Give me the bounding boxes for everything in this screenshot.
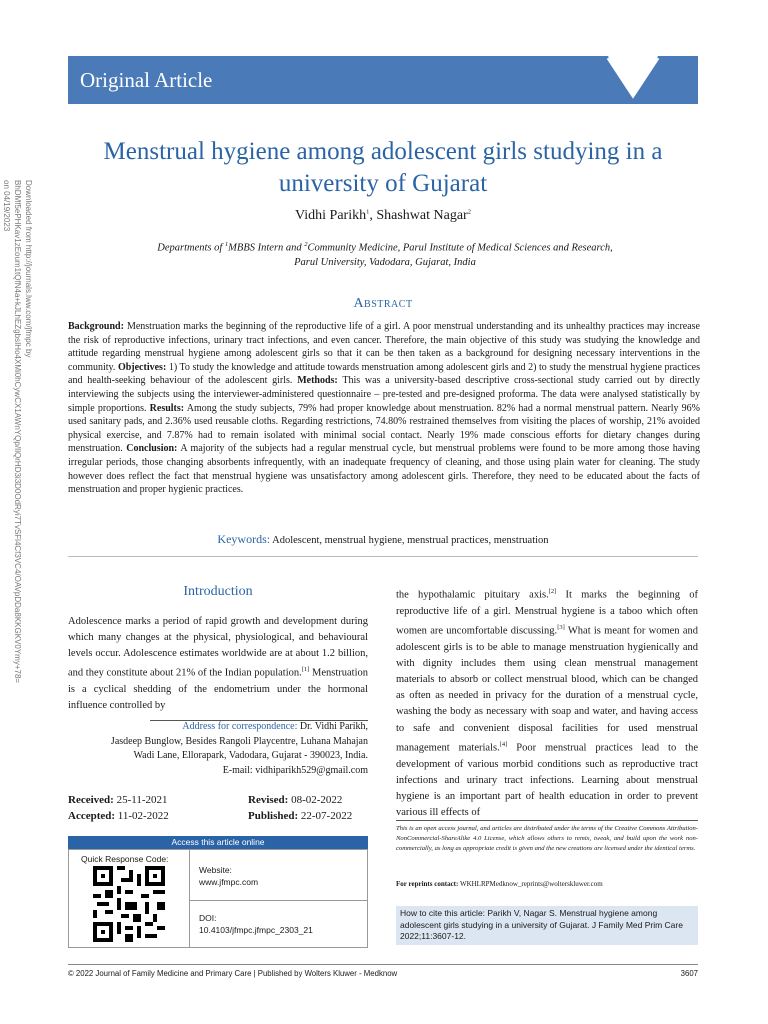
- doi-block: [199, 912, 313, 936]
- affil-mid: MBBS Intern and: [228, 242, 305, 254]
- open-access-rule: [396, 820, 698, 821]
- methods-text: This was a university-based descriptive cross-sectional study carried out by directly interviewing the subjects using the interviewer-administered questionnaire – pre-tested and pre-designed proforma. The data were analysed statistically by simple proportions.: [68, 375, 700, 414]
- revised-label: Revised:: [248, 794, 289, 806]
- footer-rule: [68, 964, 698, 965]
- access-divider: [189, 850, 190, 947]
- affil-prefix: Departments of: [157, 242, 225, 254]
- affil-line-2: Parul University, Vadodara, Gujarat, India: [294, 256, 476, 268]
- conclusion-text: A majority of the subjects had a regular menstrual cycle, but menstrual problems were found to be more among those having irregular periods, those changing absorbents infrequently, with an inadequate frequency of cleaning, and those using plain water for cleaning. The study however does reflect the fact that menstrual hygiene was unsatisfactory among adolescent girls. Therefore, they need to be educated about the facts of menstruation and proper hygienic practices.: [68, 443, 700, 496]
- section-divider: [68, 556, 698, 557]
- methods-label: Methods:: [297, 375, 338, 387]
- author-2[interactable]: Shashwat Nagar: [376, 208, 468, 223]
- introduction-heading: Introduction: [183, 584, 253, 599]
- introduction-right-column: [396, 584, 698, 821]
- received-date: 25-11-2021: [113, 794, 168, 806]
- ref-4[interactable]: [4]: [499, 740, 508, 748]
- how-to-cite-box: How to cite this article: Parikh V, Nagar S. Menstrual hygiene among adolescent girls studying in a university of Gujarat. J Family Med Prim Care 2022;11:3607-12.: [396, 906, 698, 945]
- reprints-label: For reprints contact:: [396, 880, 459, 888]
- accepted-date: 11-02-2022: [115, 810, 169, 822]
- article-type-banner: [68, 56, 698, 104]
- published-date: 22-07-2022: [298, 810, 353, 822]
- keywords: [68, 532, 698, 547]
- intro-right-a: the hypothalamic pituitary axis.: [396, 589, 549, 601]
- abstract-body: [68, 320, 700, 497]
- reprints-email[interactable]: WKHLRPMedknow_reprints@wolterskluwer.com: [458, 880, 603, 888]
- published-label: Published:: [248, 810, 299, 822]
- correspondence-line-3: Wadi Lane, Ellorapark, Vadodara, Gujarat - 390023, India.: [133, 750, 368, 761]
- correspondence-block: [68, 720, 368, 778]
- qr-label: Quick Response Code:: [81, 854, 169, 864]
- accepted-label: Accepted:: [68, 810, 116, 822]
- background-text: Menstruation marks the beginning of the reproductive life of a girl. A poor menstrual understanding and its unhealthy practices may increase the risk of reproductive infections, urinary tract infections, and even cancer. Therefore, the main objective of this study was studying the knowledge and attitude regarding menstrual hygiene among adolescent girls so that it can be then taken as a background for designing necessary interventions in the community.: [68, 321, 700, 373]
- affil-rest: Community Medicine, Parul Institute of Medical Sciences and Research,: [307, 242, 613, 254]
- keywords-text: Adolescent, menstrual hygiene, menstrual practices, menstruation: [270, 535, 549, 546]
- ref-1[interactable]: [1]: [301, 666, 310, 673]
- correspondence-email[interactable]: E-mail: vidhiparikh529@gmail.com: [222, 764, 368, 776]
- correspondence-line-2: Jasdeep Bunglow, Besides Rangoli Playcentre, Luhana Mahajan: [110, 735, 368, 747]
- conclusion-label: Conclusion:: [126, 443, 178, 455]
- ref-3[interactable]: [3]: [557, 623, 565, 631]
- revised-date: 08-02-2022: [288, 794, 343, 806]
- author-2-sup: 2: [467, 208, 471, 216]
- keywords-label: Keywords:: [217, 532, 271, 546]
- received-label: Received:: [68, 794, 114, 806]
- objectives-text: 1) To study the knowledge and attitude towards menstruation among adolescent girls and 2) to study the menstrual hygiene practices and health-seeking behaviour of the adolescent girls.: [68, 361, 700, 387]
- intro-left-text-b: Menstruation is a cyclical shedding of the endometrium under the hormonal influence controlled by: [68, 667, 368, 711]
- ref-2[interactable]: [2]: [548, 588, 557, 595]
- affil-sup-1: 1: [224, 241, 229, 248]
- page-number: 3607: [680, 969, 698, 978]
- author-list: [68, 208, 698, 224]
- download-watermark-text: Downloaded from http://journals.lww.com/jfmpc by BhDMf5ePHKav1zEoum1tQfN4a+kJLhEZgbsIHo4XMi0hCywCX1AWnYQp/IlQrHD3i3D0OdRyi7TvSFl4Cf3VC4/OAVpDDa8KKGKV0Ymy+78= on 04/19/2023: [2, 180, 33, 684]
- correspondence-label: Address for correspondence:: [182, 721, 298, 732]
- results-text: Among the study subjects, 79% had proper knowledge about menstruation. 82% had a normal menstrual pattern. Nearly 96% used sanitary pads, and 2.36% used reusable cloths. Regarding restrictions, 74.80% restrained themselves from visiting the places of worship, 21% avoided physical exercise, and 7.87% had to remain isolated with minimal social contact. Nearly 19% made conscious efforts for dietary changes during menstruation.: [68, 402, 700, 455]
- correspondence-name: Dr. Vidhi Parikh,: [297, 721, 368, 732]
- article-dates: [68, 792, 368, 824]
- intro-right-c: What is meant for women and adolescent girls is to be able to manage menstruation hygienically and with dignity includes them using clean menstrual management materials to absorb or collect menstrual blood, which can be changed as often as needed in privacy for the duration of a menstrual cycle, washing the body as necessary with soap and water, and having access to safe and convenient disposal facilities for used menstrual management materials.: [396, 625, 698, 754]
- author-separator: ,: [369, 208, 377, 223]
- affiliation: [90, 238, 680, 270]
- affil-sup-2: 2: [304, 241, 308, 248]
- background-label: Background:: [68, 321, 124, 332]
- article-type-label: Original Article: [80, 68, 213, 92]
- doi-label: DOI:: [199, 913, 217, 923]
- intro-left-text: Adolescence marks a period of rapid growth and development during which many changes at the physical, physiological, and behavioural levels occur. Adolescence estimates worldwide are at about 1.2 billion, and they constitute about 21% of the Indian population.: [68, 616, 368, 679]
- access-online-bar: Access this article online: [68, 836, 368, 849]
- article-title: Menstrual hygiene among adolescent girls studying in a university of Gujarat: [103, 138, 663, 197]
- reprints-contact: [396, 880, 603, 888]
- open-access-notice: This is an open access journal, and articles are distributed under the terms of the Creative Commons Attribution-NonCommercial-ShareAlike 4.0 License, which allows others to remix, tweak, and build upon the work non-commercially, as long as appropriate credit is given and the new creations are licensed under the identical terms.: [396, 825, 698, 852]
- page-footer: [68, 969, 698, 978]
- doi-link[interactable]: 10.4103/jfmpc.jfmpc_2303_21: [199, 925, 313, 935]
- intro-right-d: Poor menstrual practices lead to the development of various morbid conditions such as reproductive tract infections and urinary tract infections. Learning about menstrual hygiene is an important part of health education in order to prevent various ill effects of: [396, 742, 698, 819]
- author-1[interactable]: Vidhi Parikh: [295, 208, 367, 223]
- author-1-sup: 1: [366, 208, 370, 216]
- qr-code-icon[interactable]: [93, 866, 165, 942]
- access-online-box: [68, 849, 368, 948]
- website-link[interactable]: www.jfmpc.com: [199, 877, 259, 887]
- website-label: Website:: [199, 865, 232, 875]
- footer-copyright: © 2022 Journal of Family Medicine and Primary Care | Published by Wolters Kluwer - Medknow: [68, 969, 398, 978]
- website-block: [199, 864, 258, 888]
- introduction-left-column: [68, 614, 368, 714]
- objectives-label: Objectives:: [117, 361, 167, 373]
- website-doi-divider: [189, 900, 367, 901]
- results-label: Results:: [149, 402, 185, 414]
- abstract-heading: Abstract: [353, 296, 413, 311]
- intro-right-b: It marks the beginning of reproductive life of a girl. Menstrual hygiene is a taboo which often women are uncomfortable discussing.: [396, 589, 698, 637]
